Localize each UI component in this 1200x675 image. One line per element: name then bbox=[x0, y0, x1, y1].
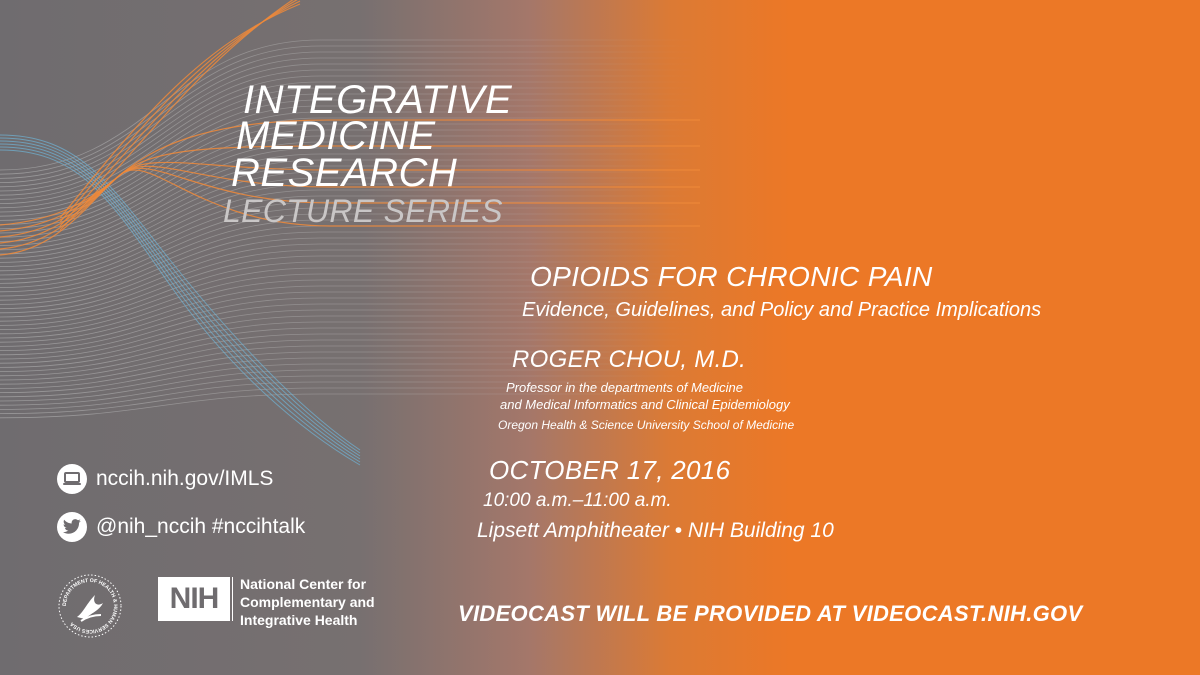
event-date: OCTOBER 17, 2016 bbox=[489, 455, 731, 485]
speaker-title-line-1: Professor in the departments of Medicine bbox=[506, 380, 744, 395]
logo-divider bbox=[232, 577, 233, 621]
series-subtitle: LECTURE SERIES bbox=[223, 193, 503, 229]
event-location: Lipsett Amphitheater • NIH Building 10 bbox=[477, 519, 834, 542]
lecture-title: OPIOIDS FOR CHRONIC PAIN bbox=[530, 261, 933, 292]
nccih-name-line-2: Complementary and bbox=[240, 594, 375, 610]
twitter-bird-icon bbox=[57, 512, 87, 542]
twitter-handle[interactable]: @nih_nccih #nccihtalk bbox=[96, 515, 306, 538]
videocast-note: VIDEOCAST WILL BE PROVIDED AT VIDEOCAST.NIH.GOV bbox=[458, 601, 1083, 626]
speaker-affiliation: Oregon Health & Science University School of Medicine bbox=[498, 418, 795, 432]
website-link[interactable] bbox=[57, 464, 273, 494]
nccih-name-line-3: Integrative Health bbox=[240, 612, 358, 628]
series-title-line-3: RESEARCH bbox=[231, 151, 458, 195]
series-title-line-1: INTEGRATIVE bbox=[243, 78, 513, 122]
event-time: 10:00 a.m.–11:00 a.m. bbox=[483, 490, 672, 511]
nccih-name-line-1: National Center for bbox=[240, 576, 367, 592]
nih-mark: NIH bbox=[169, 582, 219, 615]
hhs-seal-text: DEPARTMENT OF HEALTH & HUMAN SERVICES USA bbox=[61, 577, 119, 635]
website-url[interactable]: nccih.nih.gov/IMLS bbox=[96, 467, 274, 490]
speaker-name: ROGER CHOU, M.D. bbox=[512, 346, 747, 373]
lecture-subtitle: Evidence, Guidelines, and Policy and Practice Implications bbox=[522, 299, 1042, 321]
laptop-icon bbox=[57, 464, 87, 494]
twitter-link[interactable] bbox=[57, 512, 305, 542]
speaker-title-line-2: and Medical Informatics and Clinical Epidemiology bbox=[500, 397, 790, 412]
nih-logo bbox=[158, 577, 230, 621]
hhs-seal-icon bbox=[57, 573, 123, 639]
series-title-line-2: MEDICINE bbox=[236, 114, 436, 158]
